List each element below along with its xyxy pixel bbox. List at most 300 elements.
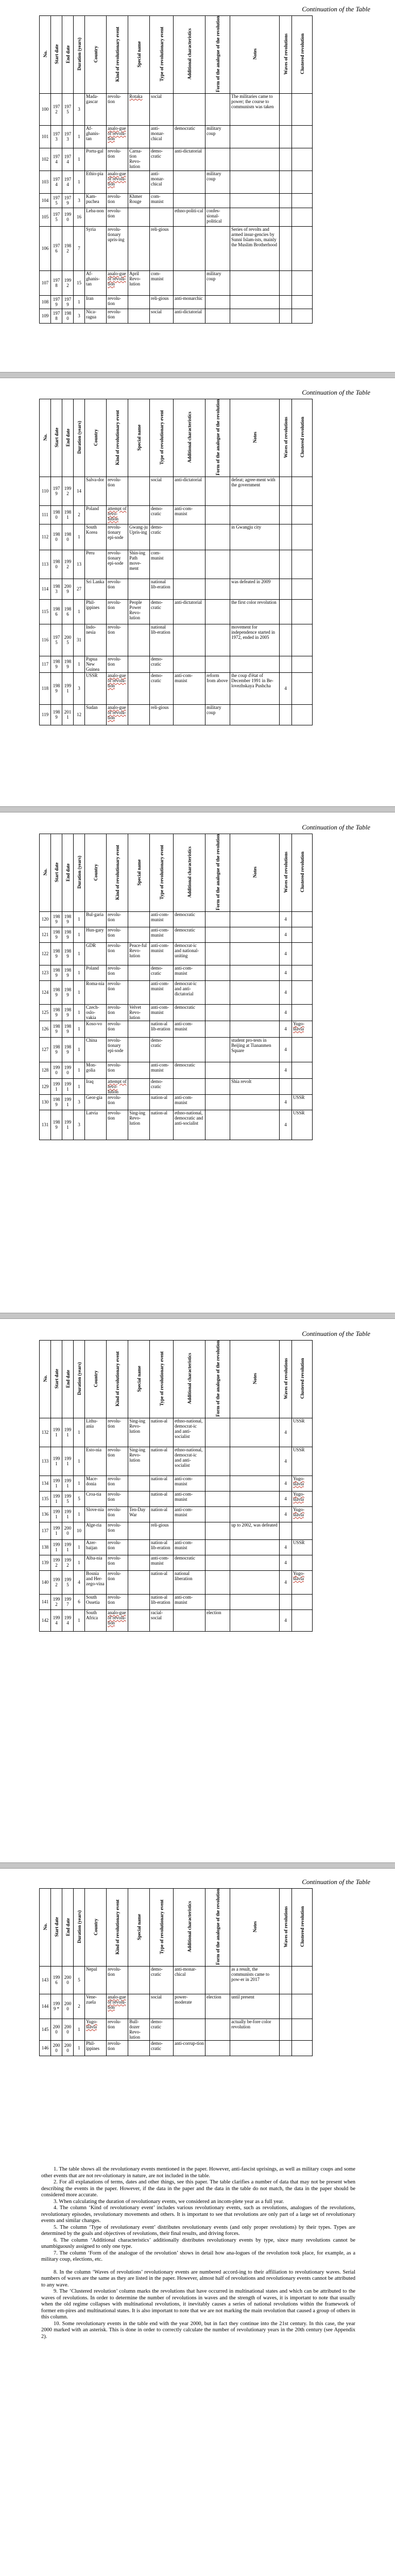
table-cell: analo-gue of revolu-tion [107, 270, 128, 295]
table-cell: 1989 [51, 1110, 62, 1140]
table-cell: anti-com-munist [150, 1062, 174, 1078]
table-cell: Croa-tia [85, 1491, 107, 1506]
revolutions-table [39, 1888, 313, 2056]
table-cell: 1991 [51, 1476, 62, 1491]
table-cell [280, 704, 292, 725]
table-cell: up to 2002, was defeated [230, 1522, 280, 1539]
table-row [40, 599, 313, 624]
table-cell [174, 550, 205, 579]
table-cell: 105 [40, 208, 51, 226]
table-cell [174, 93, 205, 125]
table-cell: revolu-tion [107, 624, 128, 656]
table-cell [230, 942, 280, 965]
table-cell: Koso-vo [85, 1021, 107, 1037]
column-header-label: No. [42, 869, 48, 876]
table-cell: 1975 [51, 193, 62, 208]
table-cell: 2009 [62, 579, 74, 599]
note-paragraph: 8. In the column ‘Waves of revolutions’ revolutionary events are numbered accord-ing to their affiliation to revolutionary waves. Serial numbers of waves are the same as they are listed in the paper. However, almost half of revolutions and revolutionary events cannot be attributed to any wave. [41, 2269, 355, 2288]
table-cell: 1 [74, 1062, 85, 1078]
table-cell: 4 [280, 1062, 292, 1078]
table-row [40, 1539, 313, 1555]
column-header-label: Type of revolutionary event [159, 1899, 164, 1954]
table-cell [230, 309, 280, 323]
table-cell [292, 965, 313, 980]
column-header [40, 1341, 51, 1418]
table-cell: Geor-gia [85, 1094, 107, 1110]
table-cell [128, 208, 150, 226]
column-header [230, 1341, 280, 1418]
table-cell: Salva-dor [85, 477, 107, 505]
note-paragraph: 6. The column ‘Additional characteristics’ additionally distributes revolutionary events by type, since many revolutions cannot be unambiguously assigned to only one type. [41, 2237, 355, 2249]
table-cell [128, 656, 150, 672]
table-cell: demo-cratic [150, 2019, 174, 2040]
table-row [40, 226, 313, 270]
table-cell: 142 [40, 1609, 51, 1631]
table-cell: until present [230, 1994, 280, 2019]
table-cell [128, 171, 150, 193]
table-cell: revolu-tion [107, 1966, 128, 1994]
table-cell [230, 911, 280, 927]
column-header-label: Duration (years) [76, 1362, 82, 1395]
column-header [280, 1889, 292, 1967]
column-header [51, 1889, 62, 1967]
table-cell: 1989 [51, 1094, 62, 1110]
table-cell: Sing-ing Revo-lution [128, 1447, 150, 1476]
column-header [150, 834, 174, 912]
table-cell [280, 579, 292, 599]
table-cell: 1972 [51, 93, 62, 125]
table-cell [292, 1062, 313, 1078]
column-header [174, 16, 205, 94]
table-cell: 1992 [62, 1555, 74, 1570]
table-cell [230, 1491, 280, 1506]
table-cell: nation-al [150, 1418, 174, 1447]
table-cell [128, 2040, 150, 2056]
column-header-label: Country [93, 429, 98, 446]
table-cell: Yugo-slavia [292, 1021, 313, 1037]
table-cell: 1989 [62, 980, 74, 1004]
table-cell: 1 [74, 965, 85, 980]
table-cell: 1 [74, 524, 85, 550]
table-cell: social [150, 477, 174, 505]
table-cell: 4 [280, 980, 292, 1004]
table-cell [230, 505, 280, 524]
table-cell [230, 927, 280, 942]
table-cell: Esto-nia [85, 1447, 107, 1476]
table-cell: 104 [40, 193, 51, 208]
table-cell: 118 [40, 672, 51, 704]
column-header [74, 834, 85, 912]
column-header-label: Clustered revolution [299, 33, 305, 75]
table-cell [174, 624, 205, 656]
table-cell [205, 1094, 230, 1110]
note-paragraph: 2. For all explanations of terms, dates and other things, see this paper. The table clarifies a number of data that may not be present when describing the events in the paper. However, if the data in the paper and the data in the table do not match, the data in the paper should be considered more accurate. [41, 2179, 355, 2198]
table-cell: 1991 [51, 1418, 62, 1447]
table-cell [280, 193, 292, 208]
table-cell: demo-cratic [150, 148, 174, 171]
table-cell: Sing-ing Revo-lution [128, 1418, 150, 1447]
table-cell: 1990 [51, 1062, 62, 1078]
table-cell [205, 1570, 230, 1594]
table-cell: 1996 [51, 1966, 62, 1994]
table-cell: nation-al lib-eration [150, 1021, 174, 1037]
table-cell: Roma-nia [85, 980, 107, 1004]
table-cell: 4 [280, 1506, 292, 1522]
table-cell [292, 2019, 313, 2040]
column-header-label: Start date [54, 1917, 59, 1937]
column-header [230, 1889, 280, 1967]
table-cell: 1991 [62, 1110, 74, 1140]
table-cell: democratic [174, 911, 205, 927]
table-cell: reli-gious [150, 704, 174, 725]
table-cell: 132 [40, 1418, 51, 1447]
table-cell: com-munist [150, 550, 174, 579]
table-cell: anti-com-munist [174, 1094, 205, 1110]
column-header-label: Country [93, 45, 98, 63]
column-header [292, 16, 313, 94]
column-header [40, 834, 51, 912]
table-cell: anti-com-munist [174, 1476, 205, 1491]
table-cell: Yugo-slavia [292, 1570, 313, 1594]
column-header-label: Waves of revolutions [283, 1906, 288, 1947]
table-cell [230, 704, 280, 725]
table-cell [230, 125, 280, 148]
column-header [292, 1889, 313, 1967]
table-cell: revolu-tion [107, 1570, 128, 1594]
table-cell: democrat-ic and national-uniting [174, 942, 205, 965]
table-cell: Mada-gascar [85, 93, 107, 125]
table-cell: Hun-gary [85, 927, 107, 942]
table-cell: nation-al [150, 1094, 174, 1110]
table-cell: Peace-ful Revo-lution [128, 942, 150, 965]
table-cell: demo-cratic [150, 2040, 174, 2056]
column-header [62, 399, 74, 477]
column-header-label: Kind of revolutionary event [114, 1351, 120, 1406]
table-cell: military coup [205, 171, 230, 193]
table-cell: nation-al lib-eration [150, 1539, 174, 1555]
table-row [40, 704, 313, 725]
table-cell: anti-com-munist [150, 927, 174, 942]
table-cell: 1979 [62, 193, 74, 208]
column-header-label: Form of the analogue of the revolution [215, 1341, 220, 1417]
table-cell [230, 550, 280, 579]
column-header-label: No. [42, 434, 48, 441]
table-cell [174, 1078, 205, 1094]
table-cell: 1981 [62, 505, 74, 524]
column-header-label: End date [65, 1369, 71, 1388]
column-header-label: Waves of revolutions [283, 851, 288, 893]
table-cell: 100 [40, 93, 51, 125]
table-cell: national liberation [174, 1570, 205, 1594]
note-paragraph: 7. The column ‘Form of the analogue of the revolution’ shows in detail how ana-logues of the revolution took place, for example, as a military coup, elections, etc. [41, 2250, 355, 2262]
table-cell: reli-gious [150, 226, 174, 270]
table-row [40, 1476, 313, 1491]
table-cell: 4 [280, 1004, 292, 1021]
table-cell: movement for independence started in 1972, ended in 2005 [230, 624, 280, 656]
note-paragraph: 9. The ‘Clustered revolution’ column marks the revolutions that have occurred in multinational states and which can be attributed to the waves of revolutions. In order to determine the number of revolutions in waves and the strength of waves, it is important to note that usually when the old regime collapses with multinational revolutions, it inevitably causes a series of national revolutions within the framework of former em-pires and multinational states. It is also important to note that we are not marking the main revolution that caused a group of others in this column. [41, 2289, 355, 2320]
table-cell [230, 1110, 280, 1140]
column-header-label: Type of revolutionary event [159, 844, 164, 900]
table-cell [230, 1570, 280, 1594]
table-cell [205, 1078, 230, 1094]
table-cell [292, 579, 313, 599]
table-cell [205, 550, 230, 579]
table-cell: 4 [280, 1418, 292, 1447]
table-cell: 126 [40, 1021, 51, 1037]
table-row [40, 1506, 313, 1522]
table-cell: 3 [74, 309, 85, 323]
table-cell: Bul-garia [85, 911, 107, 927]
table-cell: revolu-tion [107, 477, 128, 505]
table-cell: Bull-dozer Revo-lution [128, 2019, 150, 2040]
table-cell: 1980 [62, 309, 74, 323]
table-cell [292, 704, 313, 725]
table-cell: 2000 [51, 2040, 62, 2056]
table-cell: ethno-national, democrat-ic and anti-socialist [174, 1418, 205, 1447]
table-cell: revolu-tion [107, 1555, 128, 1570]
table-cell: 1995 [62, 1570, 74, 1594]
table-cell: revolu-tion [107, 295, 128, 309]
table-cell [230, 965, 280, 980]
table-cell: 2000 [62, 1994, 74, 2019]
column-header-label: Form of the analogue of the revolution [215, 16, 220, 92]
column-header [85, 399, 107, 477]
table-cell [205, 524, 230, 550]
column-header-label: Special name [136, 424, 142, 451]
table-cell [128, 1094, 150, 1110]
table-cell: national lib-eration [150, 624, 174, 656]
table-cell: 1978 [51, 270, 62, 295]
table-cell: 1989 [51, 965, 62, 980]
column-header-label: Kind of revolutionary event [114, 26, 120, 82]
table-cell: 1 [74, 1555, 85, 1570]
table-cell: USSR [292, 1110, 313, 1140]
table-cell [230, 1506, 280, 1522]
table-cell: 110 [40, 477, 51, 505]
table-cell: 1994 [51, 1609, 62, 1631]
table-cell [174, 1609, 205, 1631]
column-header [40, 1889, 51, 1967]
table-cell: 1989 [62, 1037, 74, 1062]
table-cell [205, 1004, 230, 1021]
table-cell: 1991 [62, 1078, 74, 1094]
table-row [40, 1994, 313, 2019]
table-cell: Latvia [85, 1110, 107, 1140]
table-cell: 2 [74, 505, 85, 524]
table-cell: actually be-fore color revolution [230, 2019, 280, 2040]
table-cell: 10 [74, 1522, 85, 1539]
table-cell [205, 656, 230, 672]
table-cell: 1997 [62, 1594, 74, 1609]
table-cell [292, 656, 313, 672]
table-cell: analo-gue of revolu-tion [107, 1994, 128, 2019]
table-cell: 109 [40, 309, 51, 323]
table-row [40, 942, 313, 965]
table-cell [174, 1522, 205, 1539]
table-cell: 1995 [62, 1491, 74, 1506]
column-header [280, 16, 292, 94]
column-header-label: Duration (years) [76, 1910, 82, 1943]
table-cell: 1976 [51, 226, 62, 270]
revolutions-table [39, 834, 313, 1140]
table-cell: 106 [40, 226, 51, 270]
table-cell: 102 [40, 148, 51, 171]
column-header [128, 16, 150, 94]
table-cell: 1 [74, 927, 85, 942]
column-header [230, 834, 280, 912]
table-cell: April Revo-lution [128, 270, 150, 295]
column-header-label: No. [42, 1375, 48, 1382]
column-header [62, 1341, 74, 1418]
table-cell: 1975 [62, 93, 74, 125]
table-cell: anti-com-munist [150, 980, 174, 1004]
table-row [40, 1078, 313, 1094]
table-cell: 1990 [62, 208, 74, 226]
table-cell: reform from above [205, 672, 230, 704]
table-cell [128, 927, 150, 942]
table-cell [292, 193, 313, 208]
table-cell [280, 295, 292, 309]
table-cell: power-moderate [174, 1994, 205, 2019]
column-header-label: Notes [252, 1921, 257, 1933]
table-cell [174, 579, 205, 599]
table-cell: nation-al [150, 1110, 174, 1140]
column-header [51, 834, 62, 912]
table-cell [230, 1021, 280, 1037]
column-header [51, 1341, 62, 1418]
table-cell: democratic [174, 125, 205, 148]
table-cell: 4 [280, 1021, 292, 1037]
table-cell: USSR [292, 1539, 313, 1555]
table-cell [280, 125, 292, 148]
column-header-label: Type of revolutionary event [159, 26, 164, 81]
table-cell: 120 [40, 911, 51, 927]
column-header-label: Notes [252, 432, 257, 443]
table-cell: 1974 [51, 171, 62, 193]
table-cell: 1999 * [51, 1994, 62, 2019]
page-separator [0, 806, 395, 812]
table-cell: Yugo-slavia [292, 1506, 313, 1522]
column-header-label: Start date [54, 862, 59, 883]
column-header [107, 834, 128, 912]
table-cell [128, 1994, 150, 2019]
table-cell [280, 550, 292, 579]
table-cell: Mon-golia [85, 1062, 107, 1078]
table-cell [280, 226, 292, 270]
column-header-label: Start date [54, 427, 59, 448]
table-cell: Poland [85, 505, 107, 524]
table-cell: 1991 [62, 1447, 74, 1476]
table-cell: 1980 [51, 524, 62, 550]
table-cell: demo-cratic [150, 599, 174, 624]
table-cell: democratic [174, 1555, 205, 1570]
table-cell: nation-al [150, 1447, 174, 1476]
table-cell [128, 125, 150, 148]
table-row [40, 1021, 313, 1037]
table-cell: Ethio-pia [85, 171, 107, 193]
table-cell: reli-gious [150, 1522, 174, 1539]
table-cell [230, 1418, 280, 1447]
table-row [40, 1447, 313, 1476]
table-cell: revolu-tion [107, 1021, 128, 1037]
table-cell [230, 1094, 280, 1110]
table-cell [230, 148, 280, 171]
table-cell: demo-cratic [150, 1966, 174, 1994]
column-header-label: Kind of revolutionary event [114, 410, 120, 465]
table-cell: People Power Revo-lution [128, 599, 150, 624]
table-cell [205, 965, 230, 980]
table-cell: com-munist [150, 193, 174, 208]
column-header-label: Clustered revolution [299, 852, 305, 893]
table-row [40, 1966, 313, 1994]
table-cell: 4 [280, 927, 292, 942]
column-header [107, 16, 128, 94]
table-cell [292, 1555, 313, 1570]
column-header-label: Special name [136, 859, 142, 886]
table-cell [205, 2040, 230, 2056]
note-paragraph: 5. The column ‘Type of revolutionary event’ distributes revolutionary events (and only proper revolutions) by their types. Types are determined by the goals and objectives of revolutions, their final results, and driving forces. [41, 2224, 355, 2236]
table-cell: 1 [74, 1609, 85, 1631]
table-cell [292, 295, 313, 309]
table-cell: anti-com-munist [150, 942, 174, 965]
table-cell: anti-monar-chical [174, 1966, 205, 1994]
table-cell [292, 2040, 313, 2056]
table-cell: Shia revolt [230, 1078, 280, 1094]
table-cell [292, 1522, 313, 1539]
table-cell: 139 [40, 1555, 51, 1570]
table-cell: 1 [74, 2019, 85, 2040]
table-cell: anti-com-munist [150, 1555, 174, 1570]
table-cell: democratic [174, 1004, 205, 1021]
table-cell [205, 148, 230, 171]
table-cell [128, 965, 150, 980]
table-cell: military coup [205, 125, 230, 148]
table-cell: nation-al lib-eration [150, 1594, 174, 1609]
table-cell [205, 980, 230, 1004]
column-header-label: No. [42, 1923, 48, 1930]
table-cell: national lib-eration [150, 579, 174, 599]
table-row [40, 1491, 313, 1506]
table-cell: Khmer Rouge [128, 193, 150, 208]
table-cell: revolu-tion [107, 193, 128, 208]
column-header-label: Type of revolutionary event [159, 410, 164, 465]
table-cell: demo-cratic [150, 1078, 174, 1094]
table-cell [292, 672, 313, 704]
column-header [51, 399, 62, 477]
table-cell: 1980 [51, 505, 62, 524]
table-cell: 133 [40, 1447, 51, 1476]
table-cell: 2000 [62, 1966, 74, 1994]
column-header [150, 399, 174, 477]
column-header [128, 1341, 150, 1418]
page-separator [0, 1862, 395, 1869]
table-cell: revolu-tion [107, 1476, 128, 1491]
table-cell: democrat-ic and anti-dictatorial [174, 980, 205, 1004]
column-header-label: Additional characteristics [186, 28, 192, 80]
column-header-label: Waves of revolutions [283, 416, 288, 458]
table-row [40, 93, 313, 125]
column-header [62, 834, 74, 912]
table-cell [205, 477, 230, 505]
table-cell [128, 704, 150, 725]
table-cell [292, 208, 313, 226]
column-header-label: Waves of revolutions [283, 33, 288, 75]
column-header [230, 399, 280, 477]
column-header [74, 399, 85, 477]
column-header [85, 1889, 107, 1967]
table-cell: 1992 [51, 1555, 62, 1570]
table-row [40, 2019, 313, 2040]
